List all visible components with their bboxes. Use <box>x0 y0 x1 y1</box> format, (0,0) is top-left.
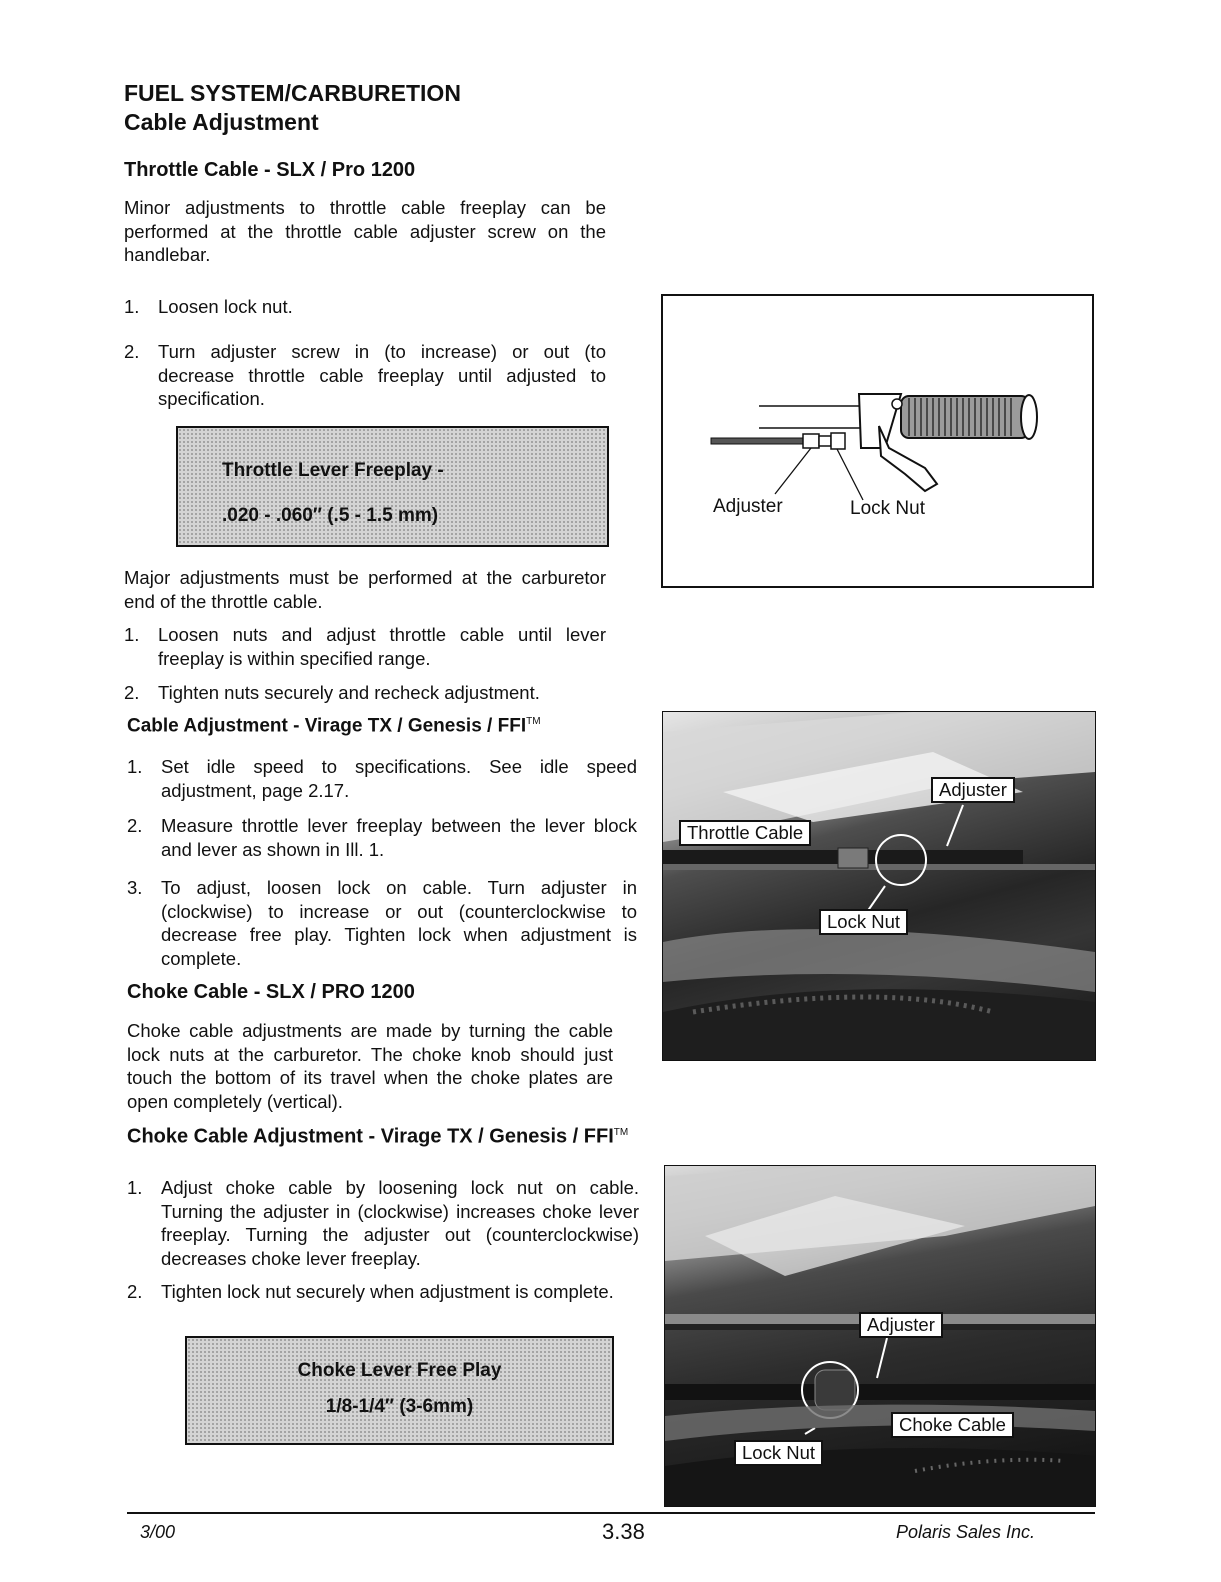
spec-value: .020 - .060″ (.5 - 1.5 mm) <box>222 505 439 526</box>
throttle-freeplay-spec-box <box>176 426 609 547</box>
figure-label-lock-nut: Lock Nut <box>850 498 925 519</box>
footer-rule <box>127 1512 1095 1514</box>
choke-freeplay-spec-box <box>185 1336 614 1445</box>
section-title: FUEL SYSTEM/CARBURETION <box>124 80 461 106</box>
throttle-slx-intro: Minor adjustments to throttle cable freeplay can be performed at the throttle cable adjuster screw on the handlebar. <box>124 197 606 265</box>
throttle-cable-photo <box>662 711 1096 1061</box>
footer-company: Polaris Sales Inc. <box>896 1522 1036 1542</box>
choke-cable-photo <box>664 1165 1096 1507</box>
handlebar-diagram <box>663 296 1092 586</box>
virage-cable-heading: Cable Adjustment - Virage TX / Genesis / FFI™ <box>127 715 541 737</box>
major-adjust-intro: Major adjustments must be performed at the carburetor end of the throttle cable. <box>124 567 606 612</box>
spec-title: Choke Lever Free Play <box>297 1360 502 1381</box>
photo-label-throttle-cable: Throttle Cable <box>679 820 811 846</box>
choke-virage-heading: Choke Cable Adjustment - Virage TX / Genesis / FFI™ <box>127 1125 629 1148</box>
photo-label-lock-nut: Lock Nut <box>819 909 908 935</box>
page-number: 3.38 <box>602 1519 645 1544</box>
photo-label-adjuster: Adjuster <box>859 1312 943 1338</box>
photo-label-lock-nut: Lock Nut <box>734 1440 823 1466</box>
throttle-slx-heading: Throttle Cable - SLX / Pro 1200 <box>124 159 416 181</box>
photo-label-choke-cable: Choke Cable <box>891 1412 1014 1438</box>
choke-slx-heading: Choke Cable - SLX / PRO 1200 <box>127 981 415 1003</box>
throttle-adjuster-figure <box>661 294 1094 588</box>
figure-label-adjuster: Adjuster <box>713 496 783 517</box>
throttle-photo-shapes <box>663 712 1095 1060</box>
footer-date: 3/00 <box>140 1522 176 1542</box>
choke-slx-text: Choke cable adjustments are made by turning the cable lock nuts at the carburetor. The choke knob should just touch the bottom of its travel when the choke plates are open completely (vertical). <box>127 1020 613 1112</box>
photo-label-adjuster: Adjuster <box>931 777 1015 803</box>
spec-title: Throttle Lever Freeplay - <box>222 460 444 481</box>
spec-value: 1/8-1/4″ (3-6mm) <box>325 1396 474 1417</box>
subsection-title: Cable Adjustment <box>124 109 319 135</box>
